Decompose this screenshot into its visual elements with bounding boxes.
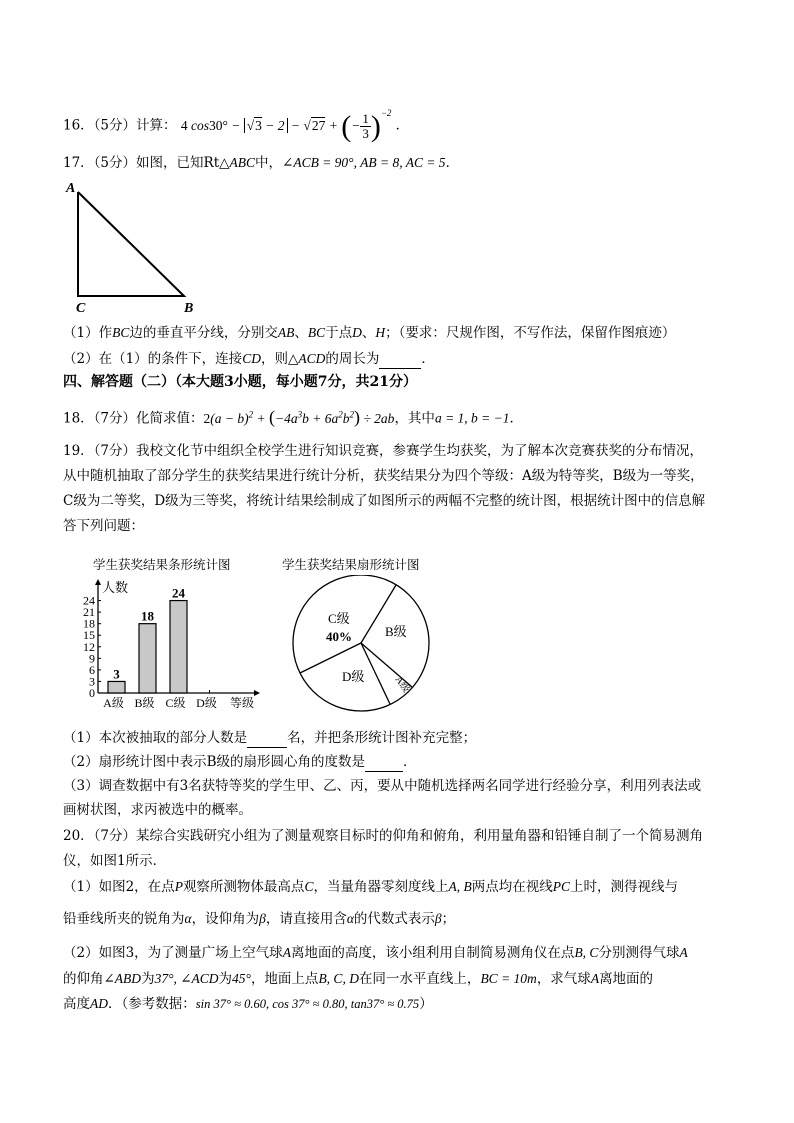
q17-answer-blank: [379, 350, 421, 369]
q17-zhong: 中，: [255, 155, 283, 171]
q18-line: 18．（7分）化简求值：$2(a - b)^2 + (-4a^3b + 6a^2b^2) \div 2ab$，其中a = 1, b = −1．: [63, 406, 524, 427]
q17-part1: （1）作BC边的垂直平分线，分别交AB、BC于点D、H；（要求：尺规作图，不写作法，保留作图痕迹）: [63, 325, 676, 341]
q20-part1-line1: （1）如图2，在点P观察所测物体最高点C，当量角器零刻度线上A, B两点均在视线PC上时，测得视线与: [63, 879, 678, 895]
q20-line2: 仪，如图1所示．: [63, 853, 167, 869]
bar-2: [139, 624, 156, 693]
y-tick-label: 12: [83, 639, 95, 654]
pie-chart-title: 学生获奖结果扇形统计图: [282, 557, 420, 572]
y-tick-label: 21: [83, 605, 95, 620]
pie-label-b: B级: [385, 624, 407, 639]
q19-line4: 答下列问题：: [63, 518, 144, 534]
pie-divider-da: [361, 643, 390, 704]
bar-1: [108, 681, 125, 693]
bar-value-label: 18: [141, 608, 154, 624]
label-a: A: [66, 181, 76, 196]
triangle-figure: [60, 176, 210, 316]
q16-prompt: 计算：: [136, 117, 177, 134]
x-category-label: C级: [165, 696, 186, 710]
q16-score: （5分）: [93, 117, 137, 134]
q19-line1: 19．（7分）我校文化节中组织全校学生进行知识竞赛，参赛学生均获奖，为了解本次竞赛获奖的分布情况，: [63, 443, 704, 459]
q19-part1: （1）本次被抽取的部分人数是 名，并把条形统计图补充完整；: [63, 730, 477, 746]
q19-blank-2: [365, 753, 403, 772]
q19-line2: 从中随机抽取了部分学生的获奖结果进行统计分析，获奖结果分为四个等级：A级为特等奖，B级为一等奖，: [63, 468, 704, 484]
x-category-label: D级: [196, 696, 217, 710]
y-tick-label: 15: [83, 628, 95, 643]
q18-expression: $2(a - b)^2 + (-4a^3b + 6a^2b^2) \div 2ab$: [203, 406, 395, 427]
y-axis-arrow: [95, 579, 101, 585]
y-tick-label: 24: [83, 593, 95, 608]
q16-number: 16．: [63, 117, 94, 134]
q19-blank-1: [247, 729, 287, 748]
q17-triangle-symbol: △: [219, 155, 230, 171]
y-tick-label: 0: [89, 686, 95, 700]
pie-label-a: A级: [392, 674, 412, 695]
q17-prompt: 如图，已知: [136, 155, 204, 171]
label-c: C: [76, 301, 86, 316]
q16-line: 16．（5分）计算： 4 cos30° − √3 − 2 − √27 + (− $\frac{1}{3}$ )$^{-2}$ ．: [63, 108, 410, 143]
x-axis-label: 等级: [230, 696, 255, 710]
bar-chart-title: 学生获奖结果条形统计图: [93, 557, 231, 572]
bar-chart: [70, 575, 270, 715]
q17-abc: ABC: [229, 155, 256, 170]
y-tick-label: 9: [89, 651, 95, 666]
x-category-label: B级: [134, 696, 155, 710]
triangle-abc: [78, 192, 184, 296]
pie-chart: [288, 575, 438, 715]
section-heading: 四、解答题（二）（本大题3小题，每小题7分，共21分）: [63, 374, 417, 390]
y-tick-label: 6: [89, 662, 95, 677]
q20-part2-line2: 的仰角∠ABD为37°, ∠ACD为45°，地面上点B, C, D在同一水平直线上，BC = 10m，求气球A离地面的: [63, 971, 654, 987]
pie-value-c: 40%: [326, 629, 352, 644]
q20-part2-line1: （2）如图3，为了测量广场上空气球A离地面的高度，该小组利用自制简易测角仪在点B, C分别测得气球A: [63, 945, 688, 961]
q16-expression: 4 cos30° − √3 − 2 − √27 + (− $\frac{1}{3}$ )$^{-2}$: [180, 108, 392, 143]
label-b: B: [184, 301, 194, 316]
q17-line: [63, 154, 459, 172]
q20-part1-line2: 铅垂线所夹的锐角为α，设仰角为β，请直接用含α的代数式表示β；: [63, 911, 456, 927]
q20-part2-line3: 高度AD．（参考数据：sin 37° ≈ 0.60, cos 37° ≈ 0.80, tan37° ≈ 0.75）: [63, 996, 433, 1012]
q19-line3: C级为二等奖，D级为三等奖，将统计结果绘制成了如图所示的两幅不完整的统计图，根据统计图中的信息解: [63, 493, 706, 509]
q17-end: ．: [445, 155, 460, 171]
bar-value-label: 24: [172, 585, 185, 601]
q20-line1: 20．（7分）某综合实践研究小组为了测量观察目标时的仰角和俯角，利用量角器和铅锤自制了一个简易测角: [63, 828, 704, 844]
pie-label-c: C级: [328, 611, 350, 626]
y-tick-label: 3: [89, 674, 95, 689]
q17-part2: （2）在（1）的条件下，连接CD，则△ACD的周长为 ．: [63, 351, 435, 367]
q17-number: 17．: [63, 155, 94, 171]
x-axis-arrow: [254, 690, 260, 696]
q17-score: （5分）: [93, 155, 137, 171]
pie-label-d: D级: [342, 669, 365, 684]
bar-value-label: 3: [113, 666, 120, 682]
bar-3: [170, 601, 187, 693]
q17-rt: Rt: [203, 155, 220, 171]
q19-part2: （2）扇形统计图中表示B级的扇形圆心角的度数是 ．: [63, 754, 417, 770]
q19-part3: （3）调查数据中有3名获特等奖的学生甲、乙、丙，要从中随机选择两名同学进行经验分享，利用列表法或: [63, 778, 702, 794]
x-category-label: A级: [103, 696, 124, 710]
q19-part3-cont: 画树状图，求丙被选中的概率。: [63, 802, 252, 818]
y-axis-label: 人数: [102, 580, 129, 595]
q17-condition: ∠ACB = 90°, AB = 8, AC = 5: [282, 155, 446, 170]
y-tick-label: 18: [83, 616, 95, 631]
